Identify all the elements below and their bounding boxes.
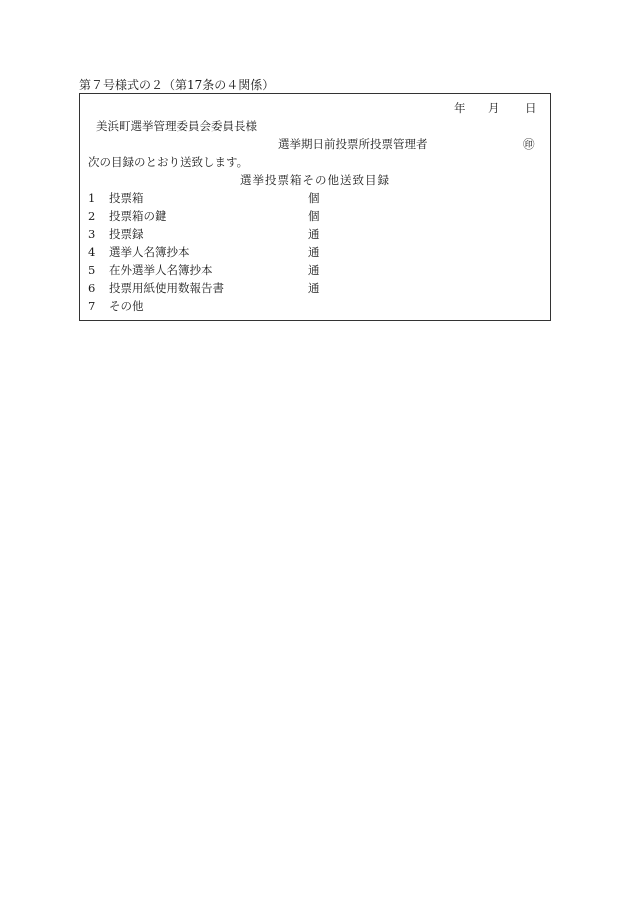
addressee: 美浜町選挙管理委員会委員長様 — [96, 119, 257, 133]
item-unit: 通 — [308, 245, 320, 259]
item-number: 7 — [88, 299, 96, 313]
list-item — [80, 299, 550, 317]
item-label: その他 — [109, 299, 144, 313]
item-unit: 通 — [308, 281, 320, 295]
item-number: 5 — [88, 263, 96, 277]
list-item — [80, 281, 550, 299]
form-caption: 第７号様式の２（第17条の４関係） — [79, 78, 275, 92]
intro-text: 次の目録のとおり送致します。 — [88, 155, 249, 169]
item-number: 1 — [88, 191, 96, 205]
list-item — [80, 209, 550, 227]
item-label: 投票録 — [109, 227, 144, 241]
list-title: 選挙投票箱その他送致目録 — [240, 173, 390, 187]
item-number: 3 — [88, 227, 96, 241]
item-unit: 個 — [308, 191, 320, 205]
list-item — [80, 245, 550, 263]
item-label: 投票箱 — [109, 191, 144, 205]
sender: 選挙期日前投票所投票管理者 — [278, 137, 428, 151]
form-box — [79, 93, 551, 321]
item-number: 2 — [88, 209, 96, 223]
list-item — [80, 263, 550, 281]
list-item — [80, 191, 550, 209]
item-unit: 通 — [308, 263, 320, 277]
item-unit: 個 — [308, 209, 320, 223]
item-number: 4 — [88, 245, 96, 259]
seal-mark: ㊞ — [523, 137, 535, 151]
list-item — [80, 227, 550, 245]
date-year-label: 年 — [454, 101, 466, 115]
date-day-label: 日 — [525, 101, 537, 115]
item-number: 6 — [88, 281, 96, 295]
item-unit: 通 — [308, 227, 320, 241]
item-label: 選挙人名簿抄本 — [109, 245, 190, 259]
item-label: 投票用紙使用数報告書 — [109, 281, 224, 295]
item-label: 在外選挙人名簿抄本 — [109, 263, 213, 277]
item-label: 投票箱の鍵 — [109, 209, 167, 223]
date-month-label: 月 — [488, 101, 500, 115]
